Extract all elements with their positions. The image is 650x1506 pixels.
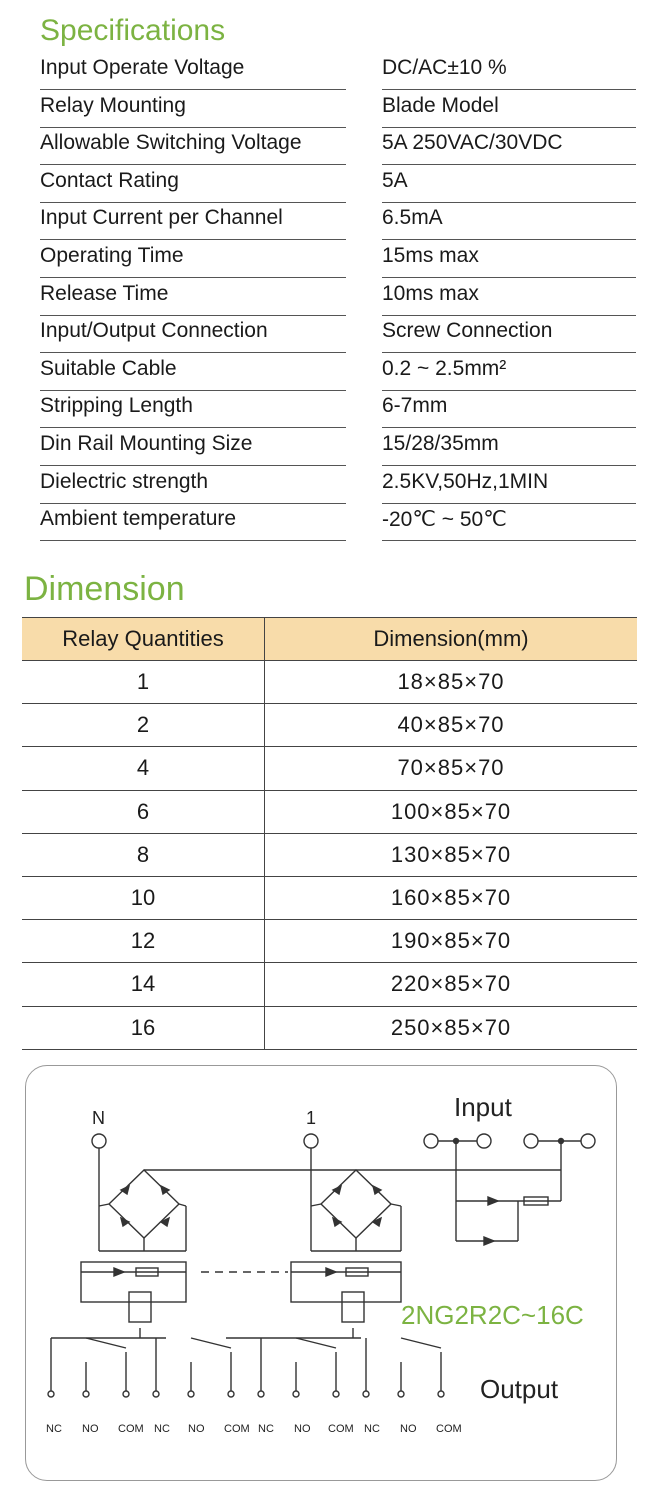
- spec-label: Din Rail Mounting Size: [40, 432, 346, 466]
- label-n: N: [92, 1108, 105, 1128]
- spec-value: 2.5KV,50Hz,1MIN: [382, 470, 636, 504]
- terminal-label: NC: [258, 1423, 274, 1435]
- relay-quantity-cell: 12: [22, 920, 265, 963]
- dimension-row: [22, 704, 637, 747]
- rectifier-bridge-2: [311, 1170, 401, 1251]
- terminal-label: COM: [436, 1423, 462, 1435]
- dimension-row: [22, 876, 637, 919]
- terminal-label: NC: [364, 1423, 380, 1435]
- wiring-diagram: [25, 1065, 617, 1481]
- terminal-1: [304, 1134, 318, 1148]
- dimension-cell: 220×85×70: [265, 963, 638, 1006]
- relay-quantity-cell: 1: [22, 661, 265, 704]
- terminal-label: COM: [224, 1423, 250, 1435]
- relay-quantity-cell: 4: [22, 747, 265, 790]
- dimension-cell: 190×85×70: [265, 920, 638, 963]
- spec-label: Input Current per Channel: [40, 206, 346, 240]
- spec-label: Input/Output Connection: [40, 319, 346, 353]
- wiring-diagram-svg: [26, 1066, 616, 1480]
- dimension-row: [22, 920, 637, 963]
- dimension-cell: 70×85×70: [265, 747, 638, 790]
- relay-quantity-cell: 14: [22, 963, 265, 1006]
- output-contacts: [48, 1338, 444, 1397]
- dimension-cell: 18×85×70: [265, 661, 638, 704]
- spec-value: Screw Connection: [382, 319, 636, 353]
- terminal-label: NO: [188, 1423, 205, 1435]
- terminal-label: NC: [154, 1423, 170, 1435]
- spec-label: Allowable Switching Voltage: [40, 131, 346, 165]
- model-label: 2NG2R2C~16C: [401, 1300, 584, 1330]
- terminal-label: NO: [82, 1423, 99, 1435]
- terminal-label: NO: [400, 1423, 417, 1435]
- relay-quantity-cell: 10: [22, 876, 265, 919]
- channel-2-led-coil: [291, 1262, 401, 1338]
- dimension-cell: 100×85×70: [265, 790, 638, 833]
- spec-value: 15ms max: [382, 244, 636, 278]
- terminal-n: [92, 1134, 106, 1148]
- dimension-row: [22, 1006, 637, 1049]
- dimension-row: [22, 790, 637, 833]
- dimension-title: Dimension: [24, 570, 185, 608]
- header-dimension: Dimension(mm): [265, 618, 638, 661]
- spec-value: 0.2 ~ 2.5mm²: [382, 357, 636, 391]
- spec-value: Blade Model: [382, 94, 636, 128]
- dimension-cell: 160×85×70: [265, 876, 638, 919]
- specifications-title: Specifications: [40, 14, 226, 47]
- spec-value: 15/28/35mm: [382, 432, 636, 466]
- relay-quantity-cell: 2: [22, 704, 265, 747]
- relay-quantity-cell: 16: [22, 1006, 265, 1049]
- spec-label: Dielectric strength: [40, 470, 346, 504]
- dimension-row: [22, 661, 637, 704]
- relay-quantity-cell: 6: [22, 790, 265, 833]
- spec-value: 5A: [382, 169, 636, 203]
- input-label: Input: [454, 1092, 512, 1122]
- spec-value: DC/AC±10 %: [382, 56, 636, 90]
- terminal-label: COM: [118, 1423, 144, 1435]
- terminal-label: NO: [294, 1423, 311, 1435]
- dimension-cell: 130×85×70: [265, 833, 638, 876]
- dimension-row: [22, 833, 637, 876]
- terminal-label: NC: [46, 1423, 62, 1435]
- spec-label: Relay Mounting: [40, 94, 346, 128]
- spec-value: 6-7mm: [382, 394, 636, 428]
- output-label: Output: [480, 1374, 559, 1404]
- rectifier-bridge-1: [99, 1170, 186, 1251]
- spec-value: -20℃ ~ 50℃: [382, 507, 636, 541]
- spec-label: Operating Time: [40, 244, 346, 278]
- dimension-cell: 250×85×70: [265, 1006, 638, 1049]
- dimension-table: [22, 617, 637, 1050]
- spec-label: Release Time: [40, 282, 346, 316]
- input-terminals: [424, 1134, 595, 1245]
- dimension-row: [22, 963, 637, 1006]
- dimension-cell: 40×85×70: [265, 704, 638, 747]
- terminal-label: COM: [328, 1423, 354, 1435]
- dimension-row: [22, 747, 637, 790]
- spec-value: 10ms max: [382, 282, 636, 316]
- spec-label: Suitable Cable: [40, 357, 346, 391]
- relay-quantity-cell: 8: [22, 833, 265, 876]
- header-relay-quantities: Relay Quantities: [22, 618, 265, 661]
- spec-label: Input Operate Voltage: [40, 56, 346, 90]
- spec-label: Contact Rating: [40, 169, 346, 203]
- label-1: 1: [306, 1108, 317, 1128]
- dimension-header-row: [22, 618, 637, 661]
- spec-value: 5A 250VAC/30VDC: [382, 131, 636, 165]
- spec-label: Ambient temperature: [40, 507, 346, 541]
- channel-1-led-coil: [81, 1262, 186, 1338]
- spec-value: 6.5mA: [382, 206, 636, 240]
- output-terminal-labels: [46, 1423, 462, 1435]
- spec-label: Stripping Length: [40, 394, 346, 428]
